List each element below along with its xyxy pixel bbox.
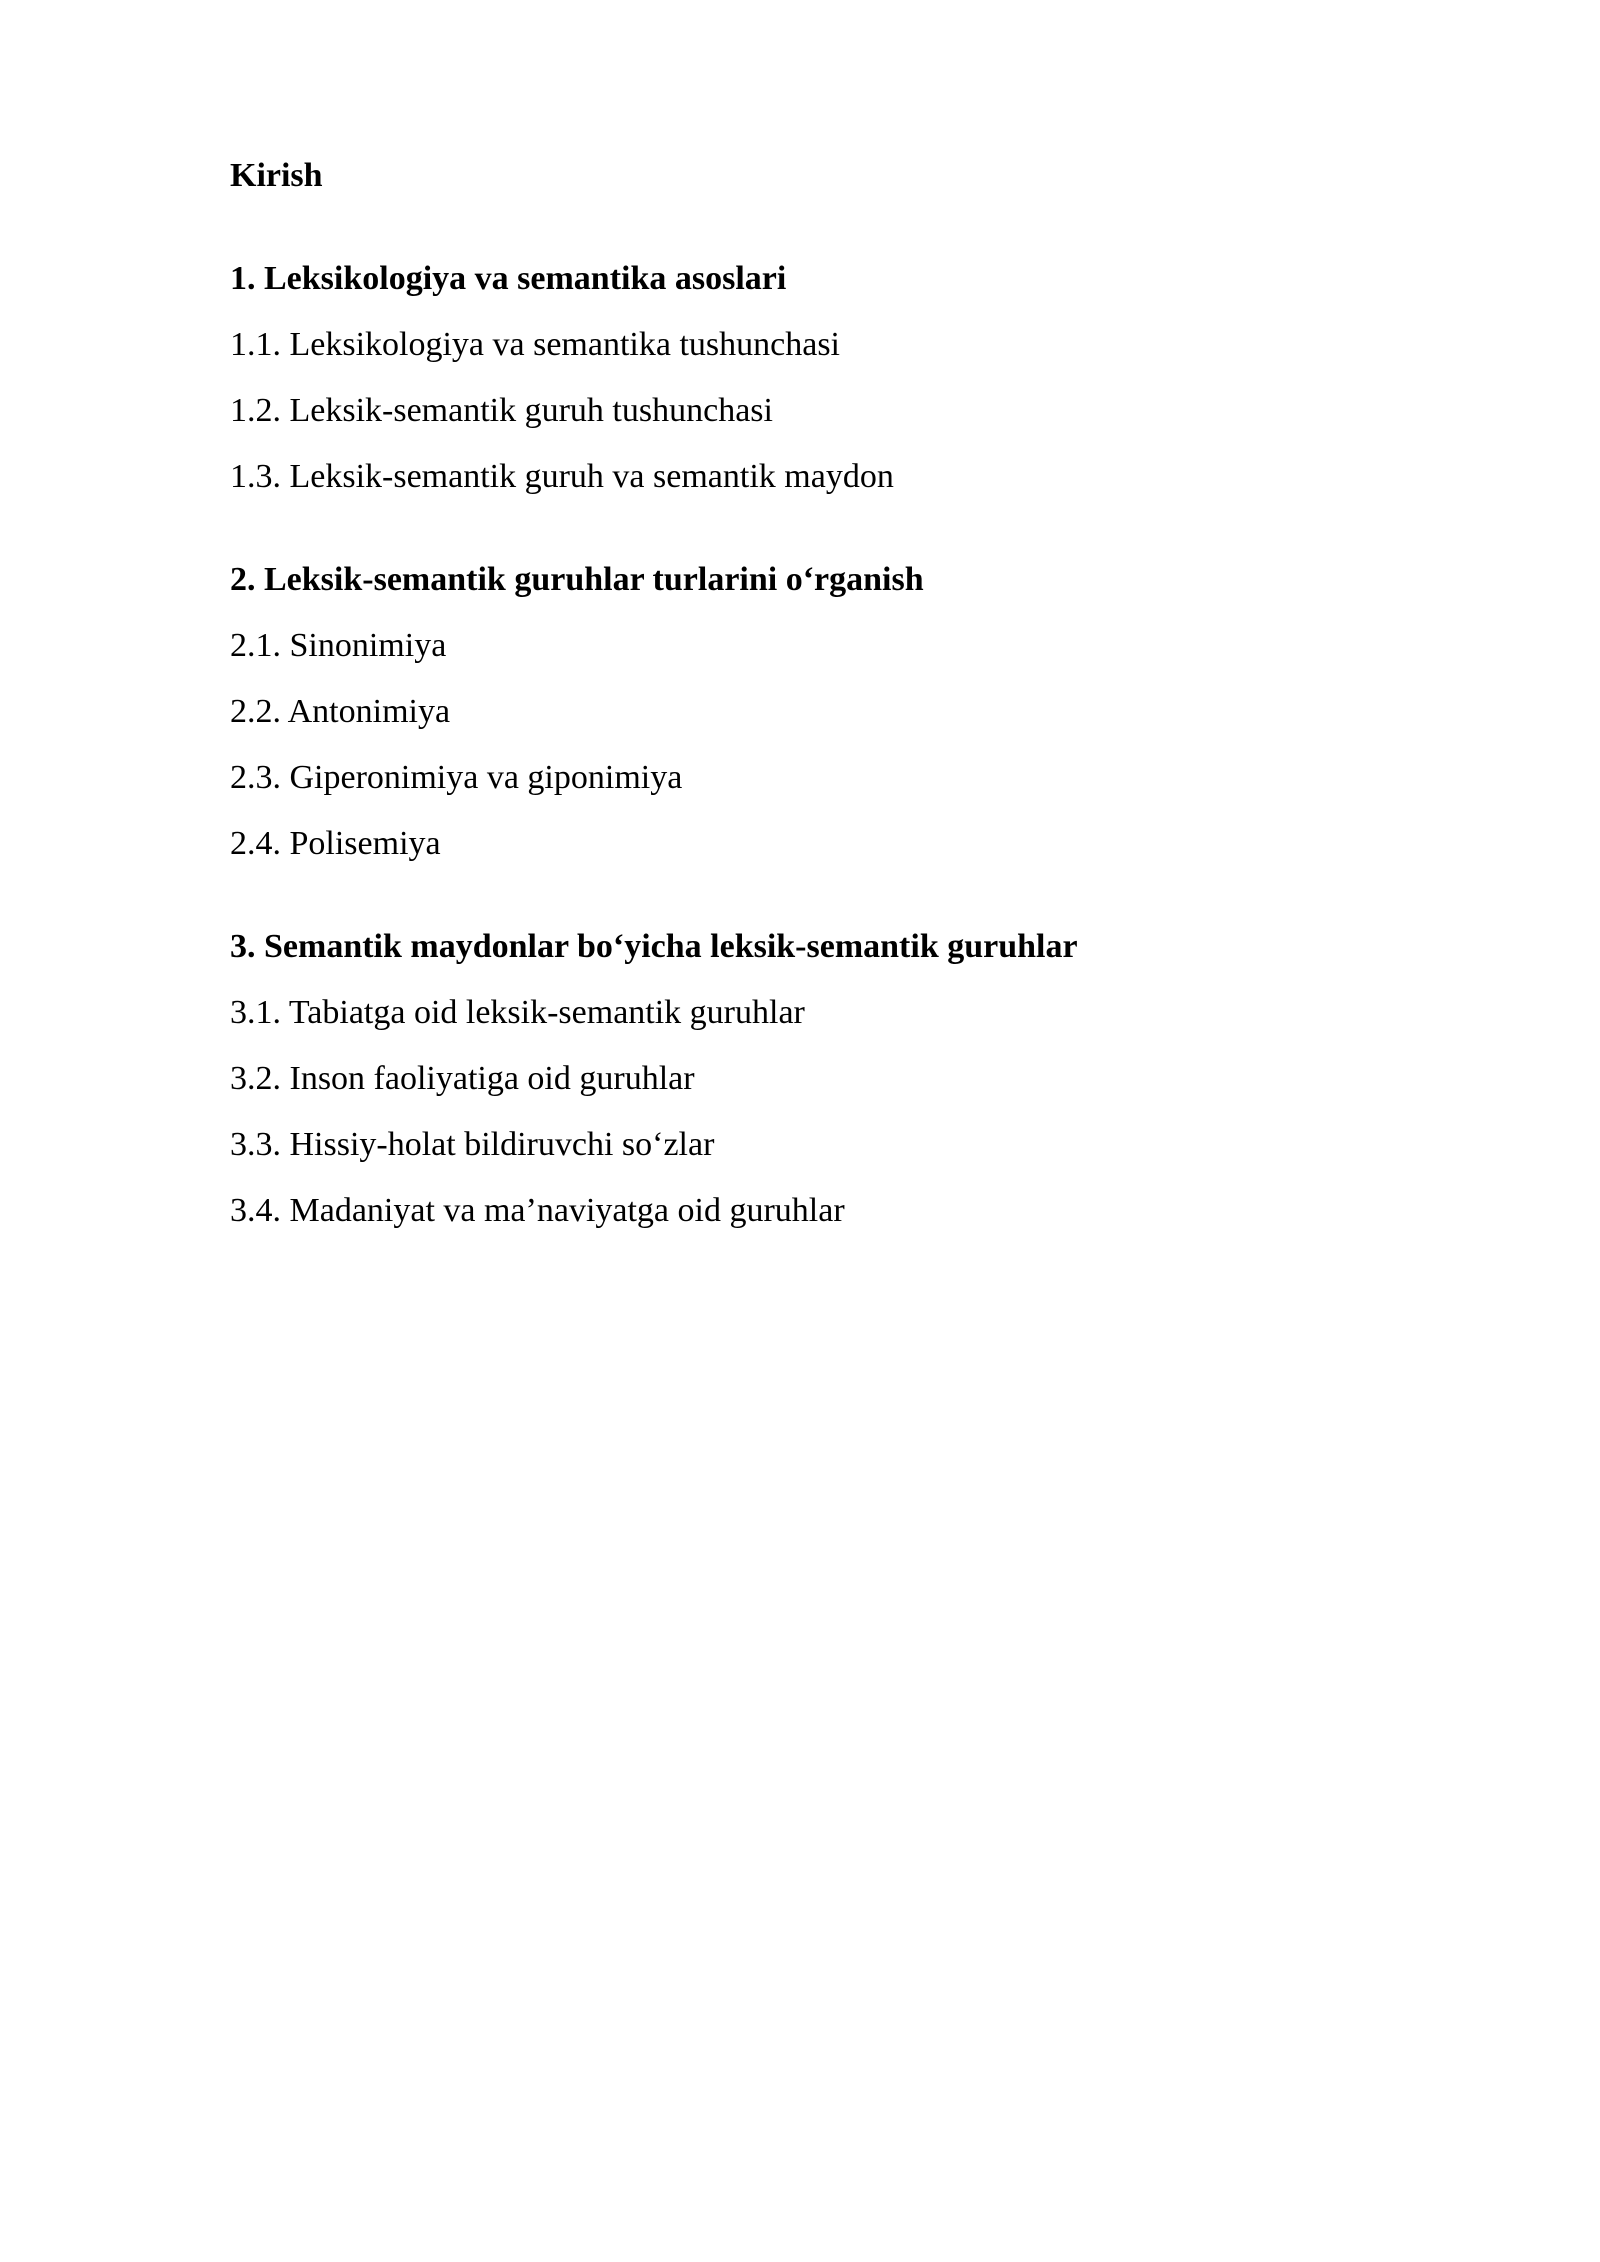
subsection-item: 2.2. Antonimiya [230, 693, 451, 730]
subsection-item: 2.3. Giperonimiya va giponimiya [230, 759, 683, 796]
subsection-item: 3.2. Inson faoliyatiga oid guruhlar [230, 1060, 695, 1097]
section-heading: 2. Leksik-semantik guruhlar turlarini o‘rganish [230, 561, 924, 598]
subsection-item: 1.1. Leksikologiya va semantika tushunchasi [230, 326, 840, 363]
table-of-contents [230, 148, 1430, 1239]
subsection-item: 1.2. Leksik-semantik guruh tushunchasi [230, 392, 773, 429]
section-heading: 1. Leksikologiya va semantika asoslari [230, 260, 787, 297]
section-1 [230, 251, 1430, 505]
subsection-item: 1.3. Leksik-semantik guruh va semantik maydon [230, 458, 894, 495]
intro-heading: Kirish [230, 157, 323, 194]
subsection-item: 3.3. Hissiy-holat bildiruvchi so‘zlar [230, 1126, 715, 1163]
section-heading: 3. Semantik maydonlar bo‘yicha leksik-semantik guruhlar [230, 928, 1078, 965]
subsection-item: 3.1. Tabiatga oid leksik-semantik guruhlar [230, 994, 805, 1031]
subsection-item: 3.4. Madaniyat va ma’naviyatga oid guruhlar [230, 1192, 845, 1229]
subsection-item: 2.4. Polisemiya [230, 825, 441, 862]
section-2 [230, 552, 1430, 872]
subsection-item: 2.1. Sinonimiya [230, 627, 447, 664]
section-3 [230, 919, 1430, 1239]
